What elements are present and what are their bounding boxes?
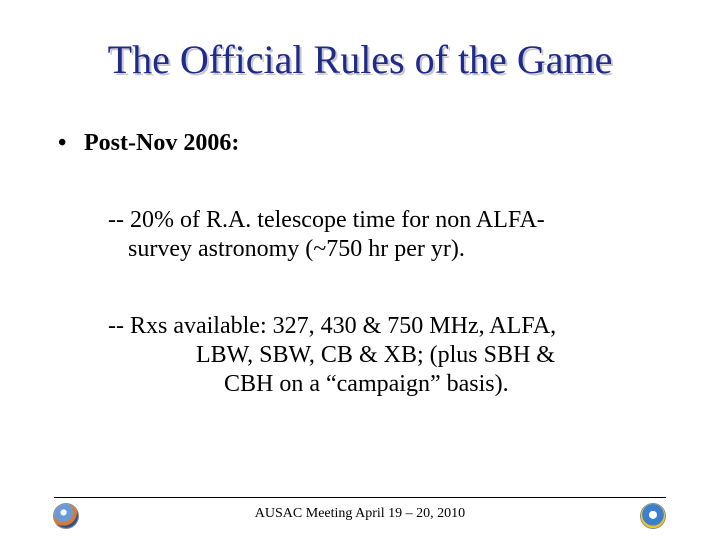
bullet-text: Post-Nov 2006: [84, 130, 240, 156]
nsf-logo-icon [641, 504, 665, 528]
item-2-line-3: CBH on a “campaign” basis). [224, 371, 509, 397]
bullet-marker: • [58, 130, 67, 156]
slide-title: The Official Rules of the Game [107, 37, 613, 82]
item-1-line-1: -- 20% of R.A. telescope time for non ALFA- [108, 207, 545, 233]
item-1-line-2: survey astronomy (~750 hr per yr). [128, 236, 465, 262]
item-2-line-2: LBW, SBW, CB & XB; (plus SBH & [196, 342, 555, 368]
footer-divider [54, 497, 666, 498]
item-2-line-1: -- Rxs available: 327, 430 & 750 MHz, ALFA, [108, 313, 557, 339]
footer-text: AUSAC Meeting April 19 – 20, 2010 [254, 506, 466, 521]
bullet-heading [58, 130, 239, 157]
